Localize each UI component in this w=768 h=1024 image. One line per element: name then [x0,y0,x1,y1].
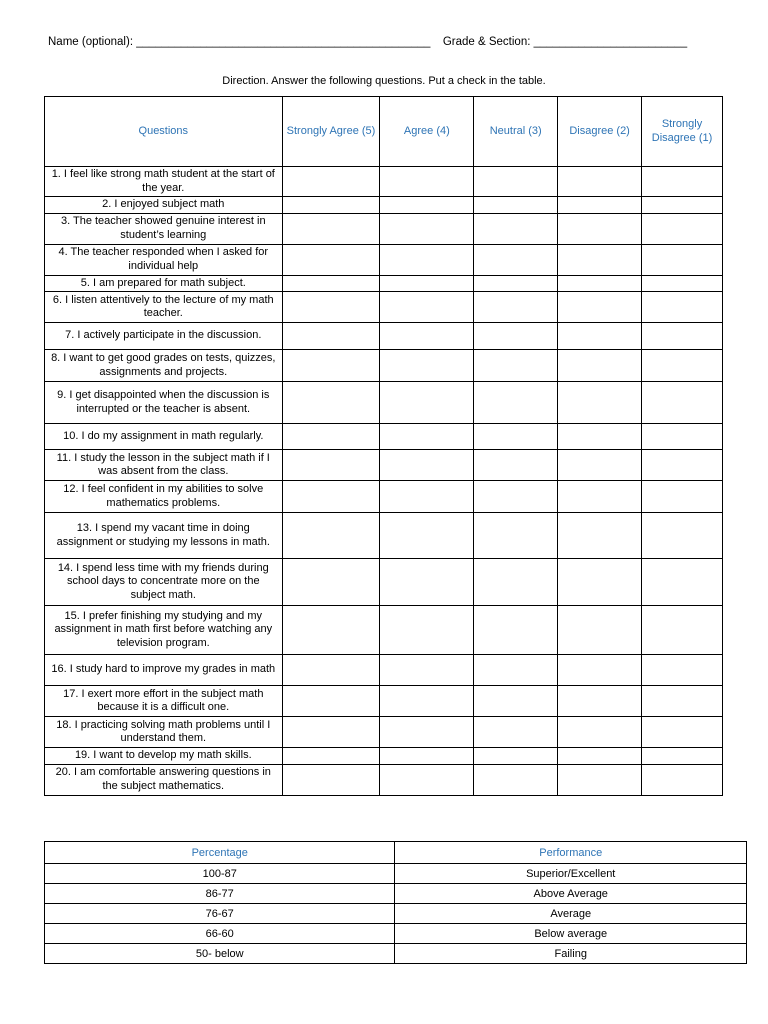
question-text: 17. I exert more effort in the subject math because it is a difficult one. [45,686,283,717]
rating-checkbox-cell[interactable] [380,350,474,382]
question-text: 2. I enjoyed subject math [45,197,283,214]
table-row [45,606,723,655]
question-text: 1. I feel like strong math student at the start of the year. [45,167,283,197]
rating-checkbox-cell[interactable] [474,481,558,513]
question-text: 20. I am comfortable answering questions in the subject mathematics. [45,764,283,795]
rating-checkbox-cell[interactable] [558,606,642,655]
rating-checkbox-cell[interactable] [282,323,380,350]
rating-checkbox-cell[interactable] [282,424,380,450]
table-row [45,292,723,323]
column-header: Questions [45,97,283,167]
rating-checkbox-cell[interactable] [380,655,474,686]
question-text: 9. I get disappointed when the discussion is interrupted or the teacher is absent. [45,382,283,424]
grading-scale-table [44,841,747,964]
question-text: 11. I study the lesson in the subject math if I was absent from the class. [45,450,283,481]
performance-cell: Superior/Excellent [395,864,747,884]
table-row [45,213,723,244]
rating-checkbox-cell[interactable] [558,450,642,481]
rating-checkbox-cell[interactable] [282,197,380,214]
column-header: Strongly Disagree (1) [642,97,723,167]
table-row [45,924,747,944]
question-text: 6. I listen attentively to the lecture of my math teacher. [45,292,283,323]
rating-checkbox-cell[interactable] [282,450,380,481]
column-header: Percentage [45,842,395,864]
column-header: Agree (4) [380,97,474,167]
rating-checkbox-cell[interactable] [642,167,723,197]
question-text: 7. I actively participate in the discussion. [45,323,283,350]
table-row [45,481,723,513]
table-row [45,748,723,765]
table-row [45,884,747,904]
rating-checkbox-cell[interactable] [474,292,558,323]
rating-checkbox-cell[interactable] [282,167,380,197]
table-row [45,513,723,559]
rating-checkbox-cell[interactable] [282,559,380,606]
rating-checkbox-cell[interactable] [380,686,474,717]
scale-header-row [45,842,747,864]
rating-checkbox-cell[interactable] [558,655,642,686]
rating-checkbox-cell[interactable] [474,275,558,292]
question-text: 3. The teacher showed genuine interest in student’s learning [45,213,283,244]
table-row [45,275,723,292]
rating-checkbox-cell[interactable] [380,748,474,765]
table-row [45,450,723,481]
rating-checkbox-cell[interactable] [282,350,380,382]
rating-checkbox-cell[interactable] [380,197,474,214]
rating-checkbox-cell[interactable] [380,213,474,244]
rating-checkbox-cell[interactable] [282,244,380,275]
name-field-label: Name (optional): ______________________________________________ [48,36,431,48]
rating-checkbox-cell[interactable] [642,450,723,481]
rating-checkbox-cell[interactable] [380,717,474,748]
rating-checkbox-cell[interactable] [642,424,723,450]
performance-cell: Average [395,904,747,924]
rating-checkbox-cell[interactable] [380,764,474,795]
performance-cell: Failing [395,944,747,964]
rating-checkbox-cell[interactable] [380,382,474,424]
rating-checkbox-cell[interactable] [642,655,723,686]
question-text: 12. I feel confident in my abilities to solve mathematics problems. [45,481,283,513]
rating-checkbox-cell[interactable] [380,513,474,559]
rating-checkbox-cell[interactable] [380,424,474,450]
rating-checkbox-cell[interactable] [558,323,642,350]
direction-text: Direction. Answer the following questions. Put a check in the table. [222,75,546,87]
rating-checkbox-cell[interactable] [380,606,474,655]
rating-checkbox-cell[interactable] [558,167,642,197]
table-row [45,904,747,924]
grade-section-field-label: Grade & Section: ________________________ [442,36,688,48]
table-row [45,350,723,382]
rating-checkbox-cell[interactable] [642,559,723,606]
rating-checkbox-cell[interactable] [558,717,642,748]
rating-checkbox-cell[interactable] [642,382,723,424]
rating-checkbox-cell[interactable] [558,764,642,795]
rating-checkbox-cell[interactable] [474,213,558,244]
rating-checkbox-cell[interactable] [642,513,723,559]
rating-checkbox-cell[interactable] [474,350,558,382]
rating-checkbox-cell[interactable] [282,382,380,424]
question-text: 4. The teacher responded when I asked for individual help [45,244,283,275]
rating-checkbox-cell[interactable] [558,213,642,244]
column-header: Strongly Agree (5) [282,97,380,167]
question-text: 19. I want to develop my math skills. [45,748,283,765]
table-row [45,655,723,686]
rating-checkbox-cell[interactable] [642,292,723,323]
question-text: 8. I want to get good grades on tests, quizzes, assignments and projects. [45,350,283,382]
header-line [48,36,768,48]
rating-checkbox-cell[interactable] [474,197,558,214]
rating-checkbox-cell[interactable] [474,686,558,717]
question-text: 16. I study hard to improve my grades in math [45,655,283,686]
question-text: 10. I do my assignment in math regularly. [45,424,283,450]
rating-checkbox-cell[interactable] [474,323,558,350]
survey-header-row [45,97,723,167]
rating-checkbox-cell[interactable] [558,382,642,424]
rating-checkbox-cell[interactable] [558,275,642,292]
performance-cell: Below average [395,924,747,944]
rating-checkbox-cell[interactable] [642,748,723,765]
survey-table [44,96,723,796]
rating-checkbox-cell[interactable] [282,481,380,513]
rating-checkbox-cell[interactable] [642,350,723,382]
rating-checkbox-cell[interactable] [282,717,380,748]
percentage-cell: 66-60 [45,924,395,944]
rating-checkbox-cell[interactable] [474,382,558,424]
rating-checkbox-cell[interactable] [282,275,380,292]
table-row [45,244,723,275]
table-row [45,944,747,964]
rating-checkbox-cell[interactable] [282,764,380,795]
rating-checkbox-cell[interactable] [380,481,474,513]
question-text: 15. I prefer finishing my studying and my assignment in math first before watching any television program. [45,606,283,655]
rating-checkbox-cell[interactable] [474,559,558,606]
table-row [45,382,723,424]
rating-checkbox-cell[interactable] [474,764,558,795]
rating-checkbox-cell[interactable] [642,323,723,350]
table-row [45,323,723,350]
table-row [45,424,723,450]
rating-checkbox-cell[interactable] [282,213,380,244]
rating-checkbox-cell[interactable] [474,606,558,655]
rating-checkbox-cell[interactable] [558,350,642,382]
rating-checkbox-cell[interactable] [558,686,642,717]
rating-checkbox-cell[interactable] [380,450,474,481]
table-row [45,197,723,214]
column-header: Neutral (3) [474,97,558,167]
rating-checkbox-cell[interactable] [642,481,723,513]
rating-checkbox-cell[interactable] [282,606,380,655]
percentage-cell: 86-77 [45,884,395,904]
table-row [45,686,723,717]
percentage-cell: 50- below [45,944,395,964]
rating-checkbox-cell[interactable] [558,481,642,513]
rating-checkbox-cell[interactable] [282,292,380,323]
performance-cell: Above Average [395,884,747,904]
rating-checkbox-cell[interactable] [282,513,380,559]
column-header: Performance [395,842,747,864]
rating-checkbox-cell[interactable] [474,424,558,450]
table-row [45,717,723,748]
rating-checkbox-cell[interactable] [558,244,642,275]
rating-checkbox-cell[interactable] [474,167,558,197]
rating-checkbox-cell[interactable] [380,275,474,292]
question-text: 5. I am prepared for math subject. [45,275,283,292]
rating-checkbox-cell[interactable] [558,424,642,450]
rating-checkbox-cell[interactable] [282,686,380,717]
rating-checkbox-cell[interactable] [474,450,558,481]
rating-checkbox-cell[interactable] [380,244,474,275]
rating-checkbox-cell[interactable] [642,213,723,244]
table-row [45,864,747,884]
rating-checkbox-cell[interactable] [558,559,642,606]
rating-checkbox-cell[interactable] [282,655,380,686]
rating-checkbox-cell[interactable] [642,275,723,292]
column-header: Disagree (2) [558,97,642,167]
rating-checkbox-cell[interactable] [558,197,642,214]
rating-checkbox-cell[interactable] [380,167,474,197]
percentage-cell: 100-87 [45,864,395,884]
percentage-cell: 76-67 [45,904,395,924]
question-text: 14. I spend less time with my friends during school days to concentrate more on the subject math. [45,559,283,606]
rating-checkbox-cell[interactable] [642,197,723,214]
rating-checkbox-cell[interactable] [558,748,642,765]
question-text: 13. I spend my vacant time in doing assignment or studying my lessons in math. [45,513,283,559]
table-row [45,764,723,795]
rating-checkbox-cell[interactable] [380,292,474,323]
rating-checkbox-cell[interactable] [558,513,642,559]
rating-checkbox-cell[interactable] [474,655,558,686]
rating-checkbox-cell[interactable] [642,606,723,655]
rating-checkbox-cell[interactable] [282,748,380,765]
rating-checkbox-cell[interactable] [380,559,474,606]
rating-checkbox-cell[interactable] [558,292,642,323]
rating-checkbox-cell[interactable] [474,244,558,275]
question-text: 18. I practicing solving math problems until I understand them. [45,717,283,748]
table-row [45,559,723,606]
rating-checkbox-cell[interactable] [642,686,723,717]
rating-checkbox-cell[interactable] [474,717,558,748]
rating-checkbox-cell[interactable] [642,244,723,275]
rating-checkbox-cell[interactable] [474,748,558,765]
rating-checkbox-cell[interactable] [380,323,474,350]
rating-checkbox-cell[interactable] [474,513,558,559]
table-row [45,167,723,197]
rating-checkbox-cell[interactable] [642,764,723,795]
rating-checkbox-cell[interactable] [642,717,723,748]
